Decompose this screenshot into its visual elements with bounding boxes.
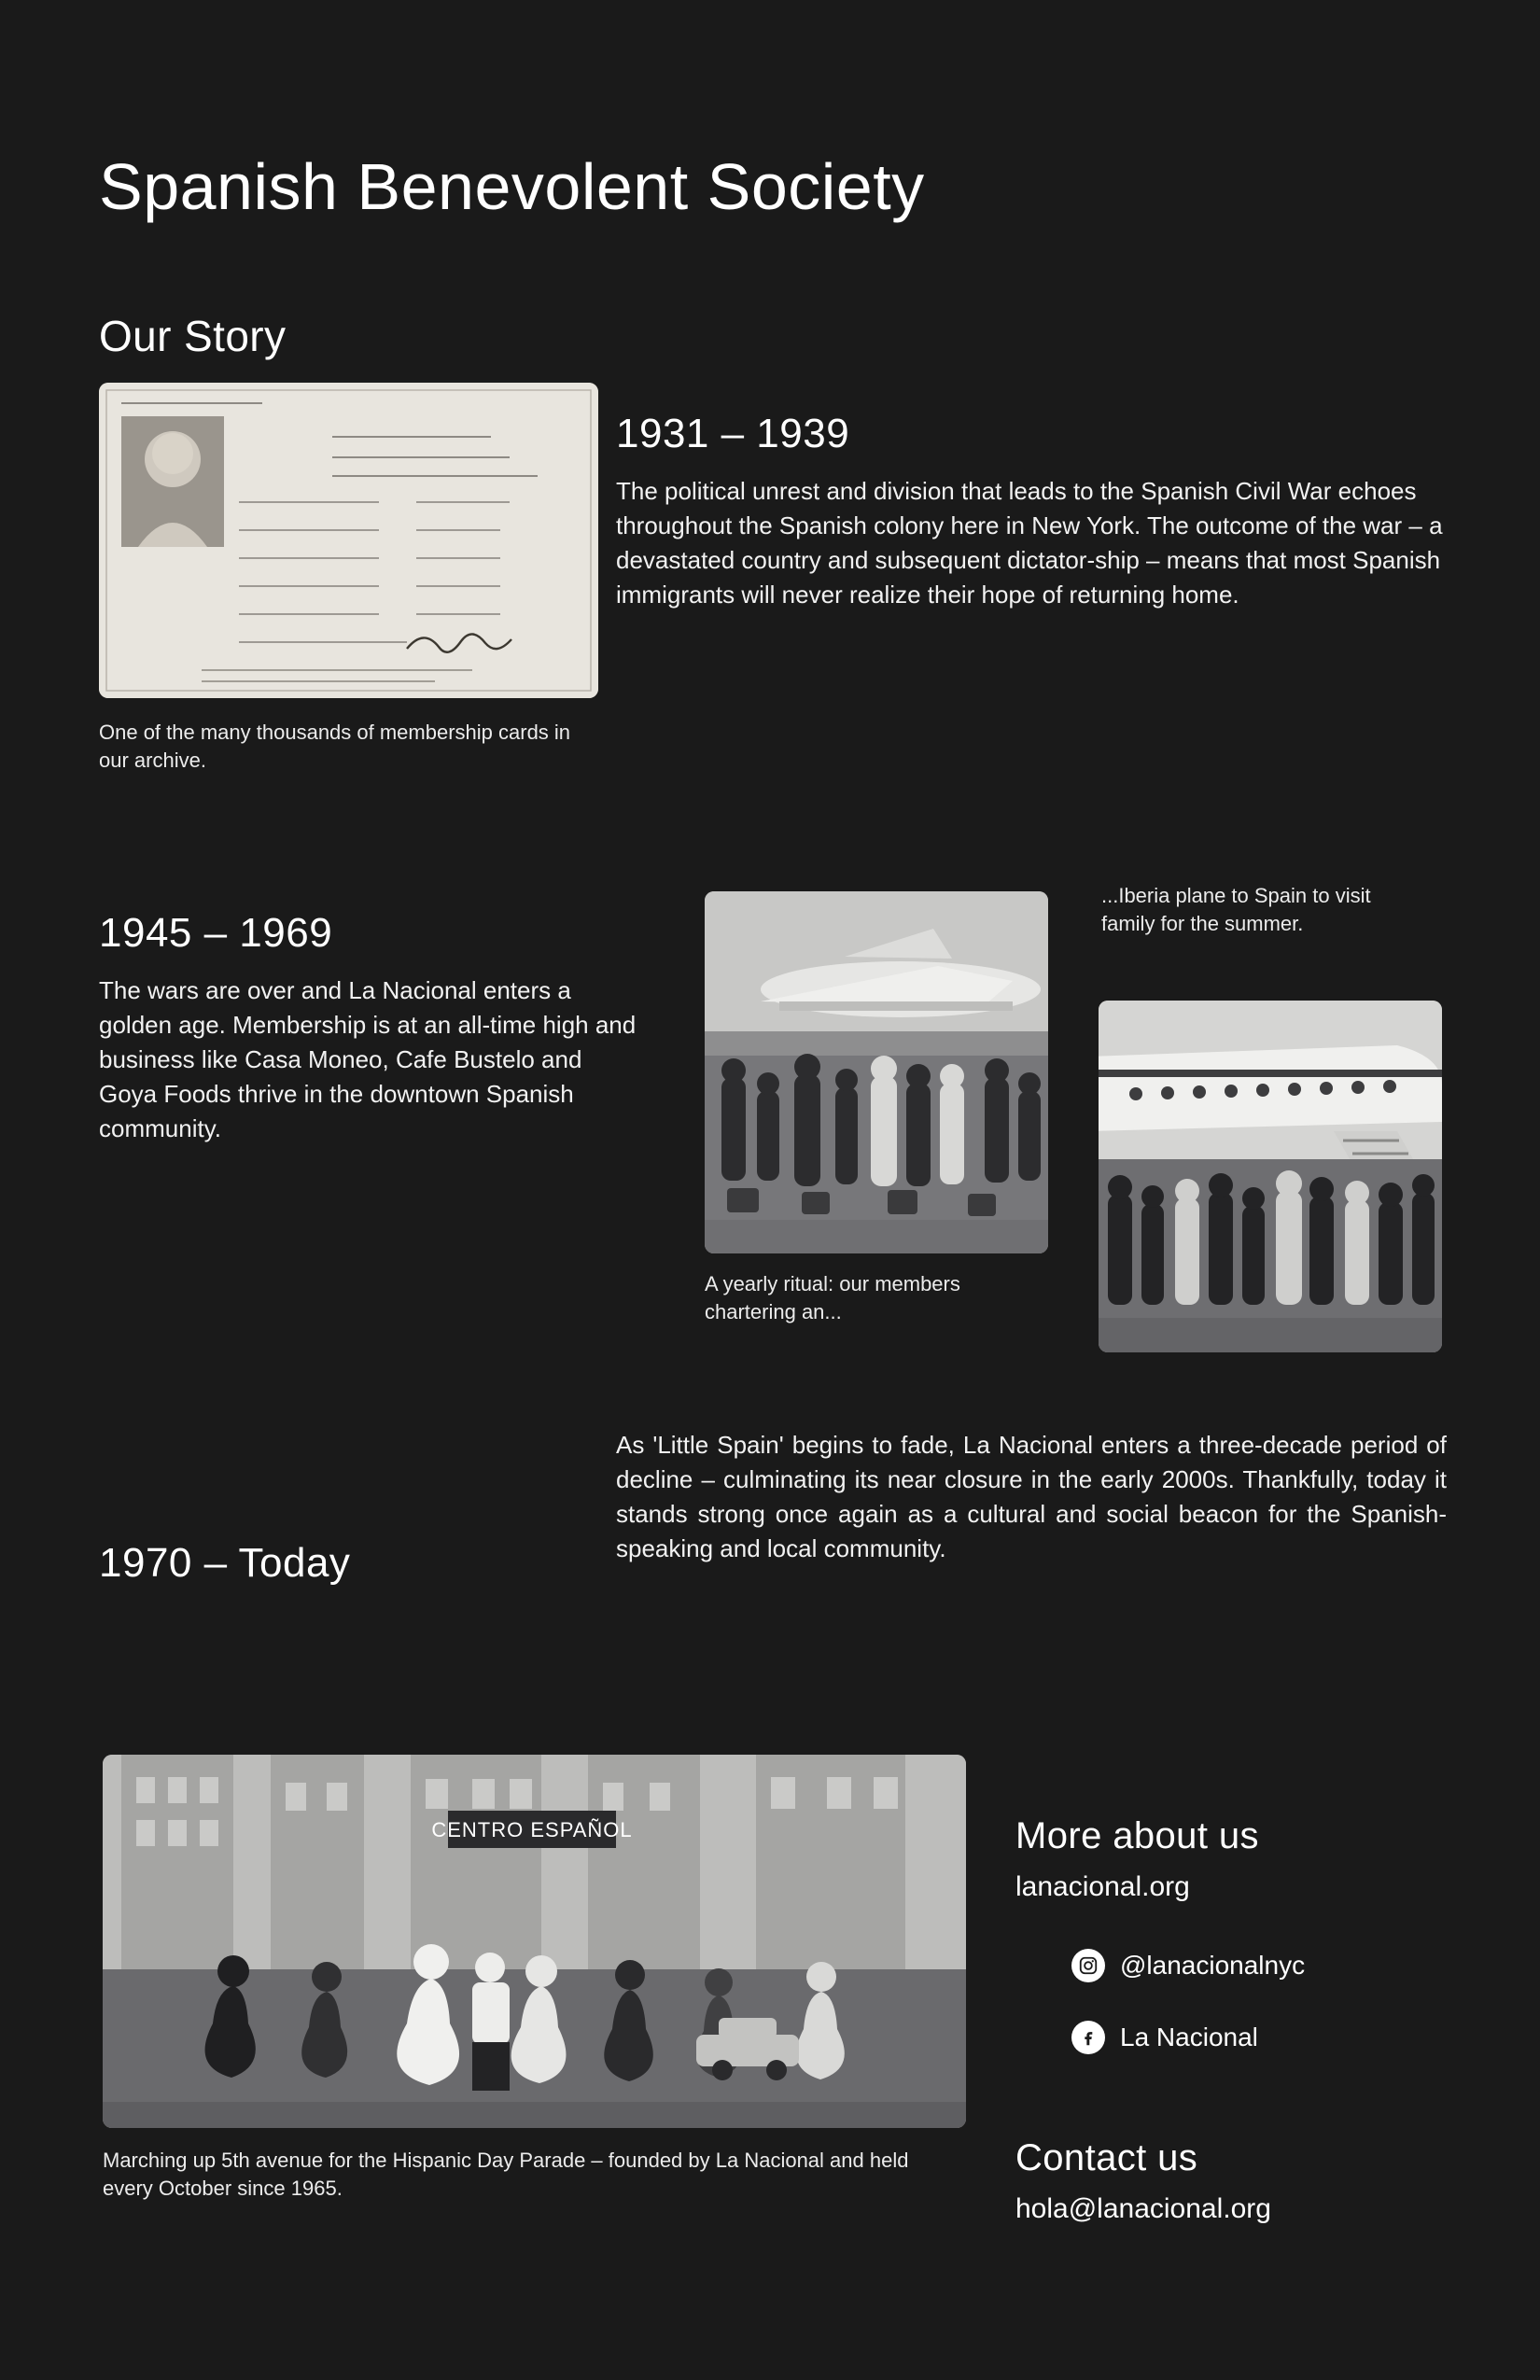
airport-tarmac-illustration: [705, 891, 1048, 1253]
parade-photo: [103, 1755, 966, 2128]
iberia-plane-illustration: [1099, 1001, 1442, 1352]
facebook-link[interactable]: [1071, 2021, 1258, 2054]
section-1945-1969: [99, 910, 640, 1146]
parade-photo-block: [103, 1755, 966, 2202]
instagram-link[interactable]: [1071, 1949, 1305, 1982]
section-1970-today: [99, 1540, 584, 1603]
page-title: Spanish Benevolent Society: [99, 149, 925, 223]
instagram-handle: @lanacionalnyc: [1120, 1951, 1306, 1980]
era-body-1931-1939: The political unrest and division that leads to the Spanish Civil War echoes throughout the Spanish colony here in New York. The outcome of the war – a devastated country and subsequent dictator-ship – means that most Spanish immigrants will never realize their hope of returning home.: [616, 477, 1443, 609]
section-1931-1939: [616, 411, 1447, 612]
website-link[interactable]: lanacional.org: [1015, 1871, 1190, 1902]
membership-card-photo-block: [99, 383, 598, 774]
facebook-icon: [1071, 2021, 1105, 2054]
airport-tarmac-photo: [705, 891, 1048, 1253]
era-title-1945-1969: 1945 – 1969: [99, 910, 333, 956]
membership-card-illustration: [99, 383, 598, 698]
contact-email-link[interactable]: hola@lanacional.org: [1015, 2193, 1271, 2224]
contact-us-heading: Contact us: [1015, 2137, 1198, 2178]
parade-caption: Marching up 5th avenue for the Hispanic Day Parade – founded by La Nacional and held every October since 1965.: [103, 2149, 909, 2200]
iberia-plane-caption: ...Iberia plane to Spain to visit family for the summer.: [1101, 884, 1371, 935]
facebook-handle: La Nacional: [1120, 2023, 1258, 2051]
era-body-1945-1969: The wars are over and La Nacional enters a golden age. Membership is at an all-time high and business like Casa Moneo, Cafe Bustelo and Goya Foods thrive in the downtown Spanish community.: [99, 976, 637, 1142]
svg-text:CENTRO ESPAÑOL: CENTRO ESPAÑOL: [431, 1818, 633, 1841]
era-body-1970-today: As 'Little Spain' begins to fade, La Nacional enters a three-decade period of decline – culminating its near closure in the early 2000s. Thankfully, today it stands strong once again as a cultural and social beacon for the Spanish-speaking and local community.: [616, 1431, 1447, 1562]
parade-illustration: [103, 1755, 966, 2128]
era-title-1931-1939: 1931 – 1939: [616, 411, 850, 456]
instagram-icon: [1071, 1949, 1105, 1982]
more-about-us-heading: More about us: [1015, 1815, 1259, 1856]
era-title-1970-today: 1970 – Today: [99, 1540, 351, 1586]
section-heading-our-story: Our Story: [99, 312, 287, 361]
membership-card-caption: One of the many thousands of membership cards in our archive.: [99, 721, 571, 772]
iberia-plane-photo: [1099, 1001, 1442, 1352]
iberia-plane-photo-block: [1099, 1001, 1442, 1352]
airport-tarmac-photo-block: [705, 891, 1048, 1325]
airport-tarmac-caption: A yearly ritual: our members chartering an...: [705, 1272, 960, 1323]
membership-card-photo: [99, 383, 598, 698]
